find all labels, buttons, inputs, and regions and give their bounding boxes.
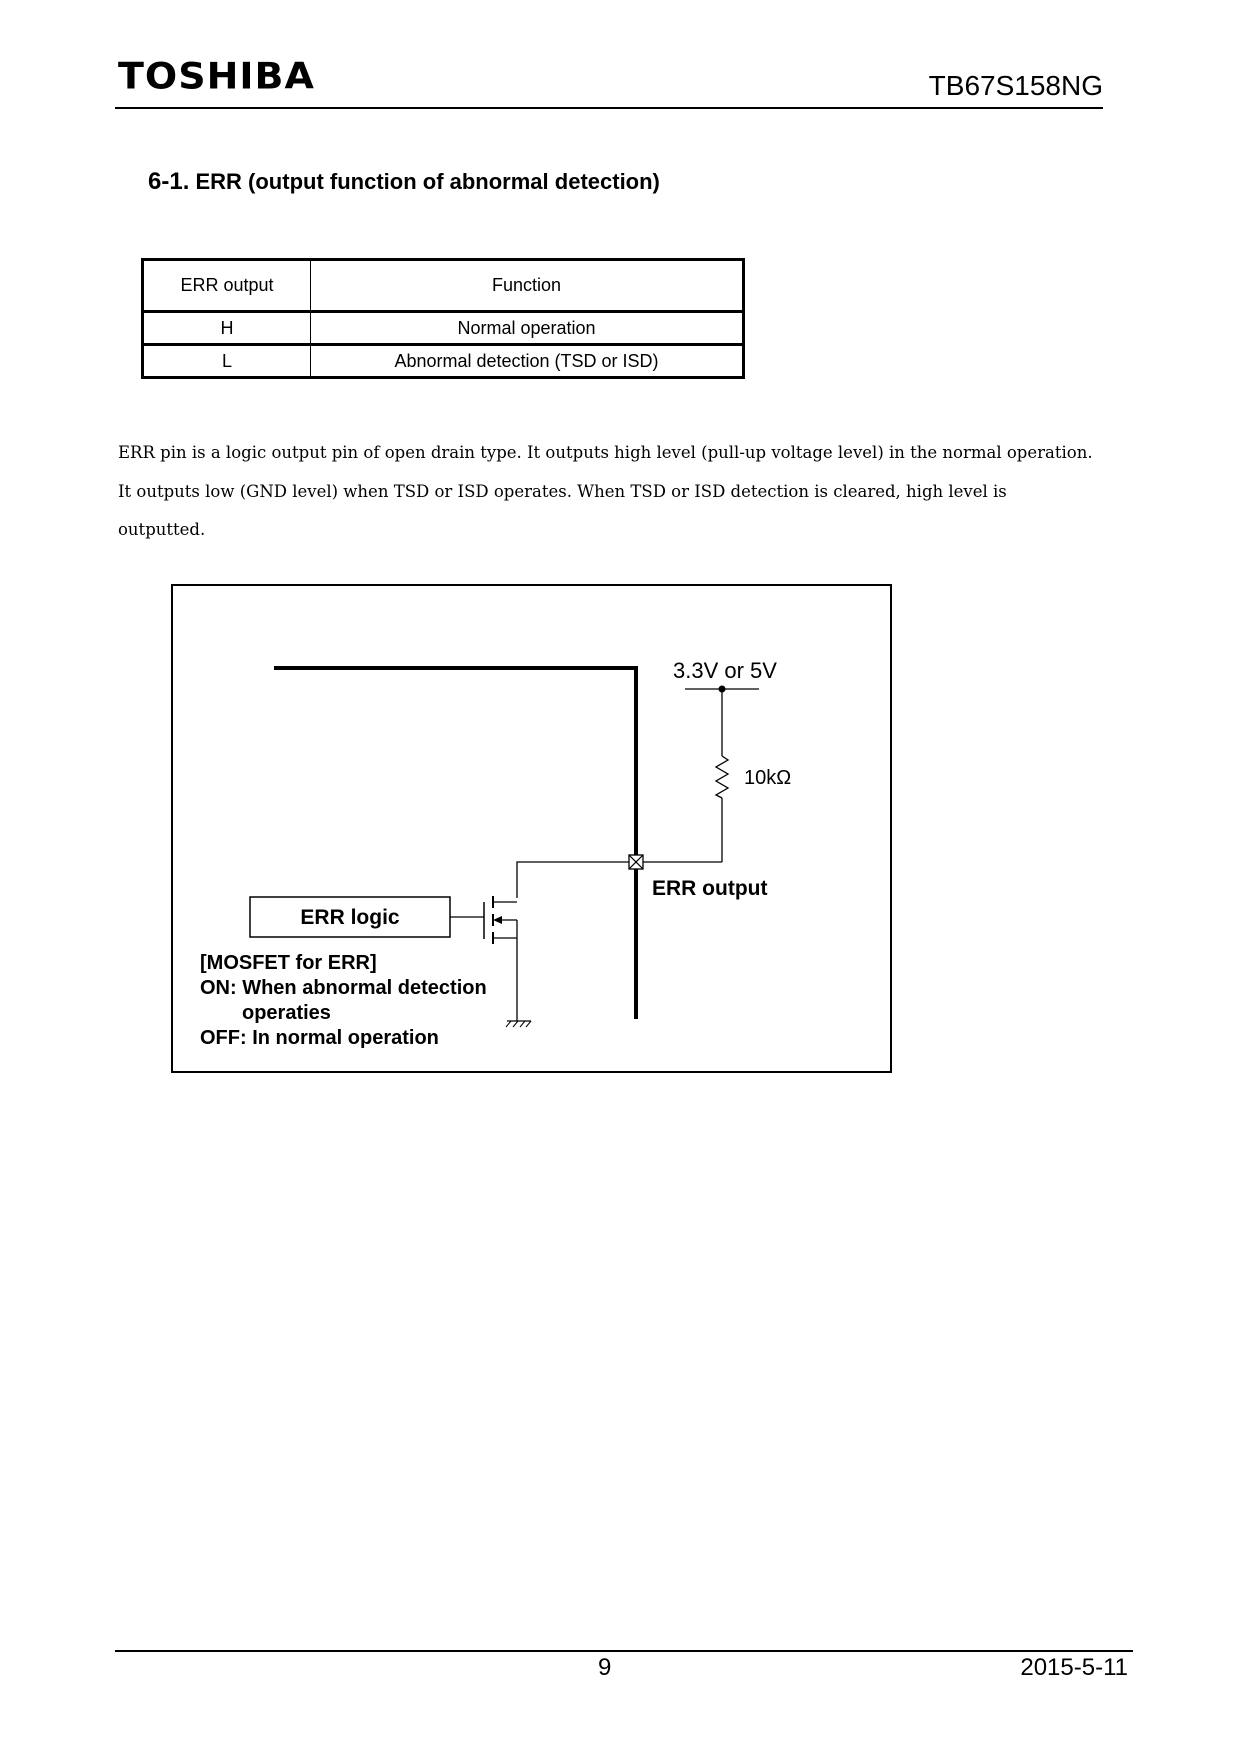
mosfet-note-off: OFF: In normal operation xyxy=(200,1027,439,1049)
footer-date: 2015-5-11 xyxy=(1020,1654,1128,1681)
mosfet-note-on: ON: When abnormal detection xyxy=(200,977,487,999)
err-circuit-diagram xyxy=(171,584,892,1073)
table-cell: L xyxy=(143,345,311,378)
mosfet-note-on-cont: operaties xyxy=(242,1002,331,1024)
footer-divider xyxy=(115,1650,1133,1652)
table-row xyxy=(143,345,744,378)
section-title xyxy=(148,170,660,194)
mosfet-note-title: [MOSFET for ERR] xyxy=(200,952,377,974)
err-function-table xyxy=(141,258,745,379)
table-header-cell: ERR output xyxy=(143,260,311,312)
section-number: 6-1. xyxy=(148,168,190,195)
err-output-label: ERR output xyxy=(652,877,768,900)
toshiba-logo: TOSHIBA xyxy=(118,55,315,97)
page-number: 9 xyxy=(598,1654,612,1681)
resistor-value-label: 10kΩ xyxy=(744,767,792,789)
table-row xyxy=(143,312,744,345)
body-line: It outputs low (GND level) when TSD or ISD operates. When TSD or ISD detection is cleared, high level is xyxy=(118,481,1007,501)
body-line: outputted. xyxy=(118,520,206,539)
table-cell: Normal operation xyxy=(311,312,744,345)
body-line: ERR pin is a logic output pin of open drain type. It outputs high level (pull-up voltage level) in the normal operation. xyxy=(118,443,1093,462)
table-header-row xyxy=(143,260,744,312)
header-divider xyxy=(115,107,1103,109)
table-cell: Abnormal detection (TSD or ISD) xyxy=(311,345,744,378)
section-title-text: ERR (output function of abnormal detection) xyxy=(195,169,660,194)
supply-voltage-label: 3.3V or 5V xyxy=(673,658,777,683)
table-cell: H xyxy=(143,312,311,345)
part-number: TB67S158NG xyxy=(928,70,1103,101)
table-header-cell: Function xyxy=(311,260,744,312)
err-logic-label: ERR logic xyxy=(300,906,400,929)
body-paragraph xyxy=(118,434,1128,550)
